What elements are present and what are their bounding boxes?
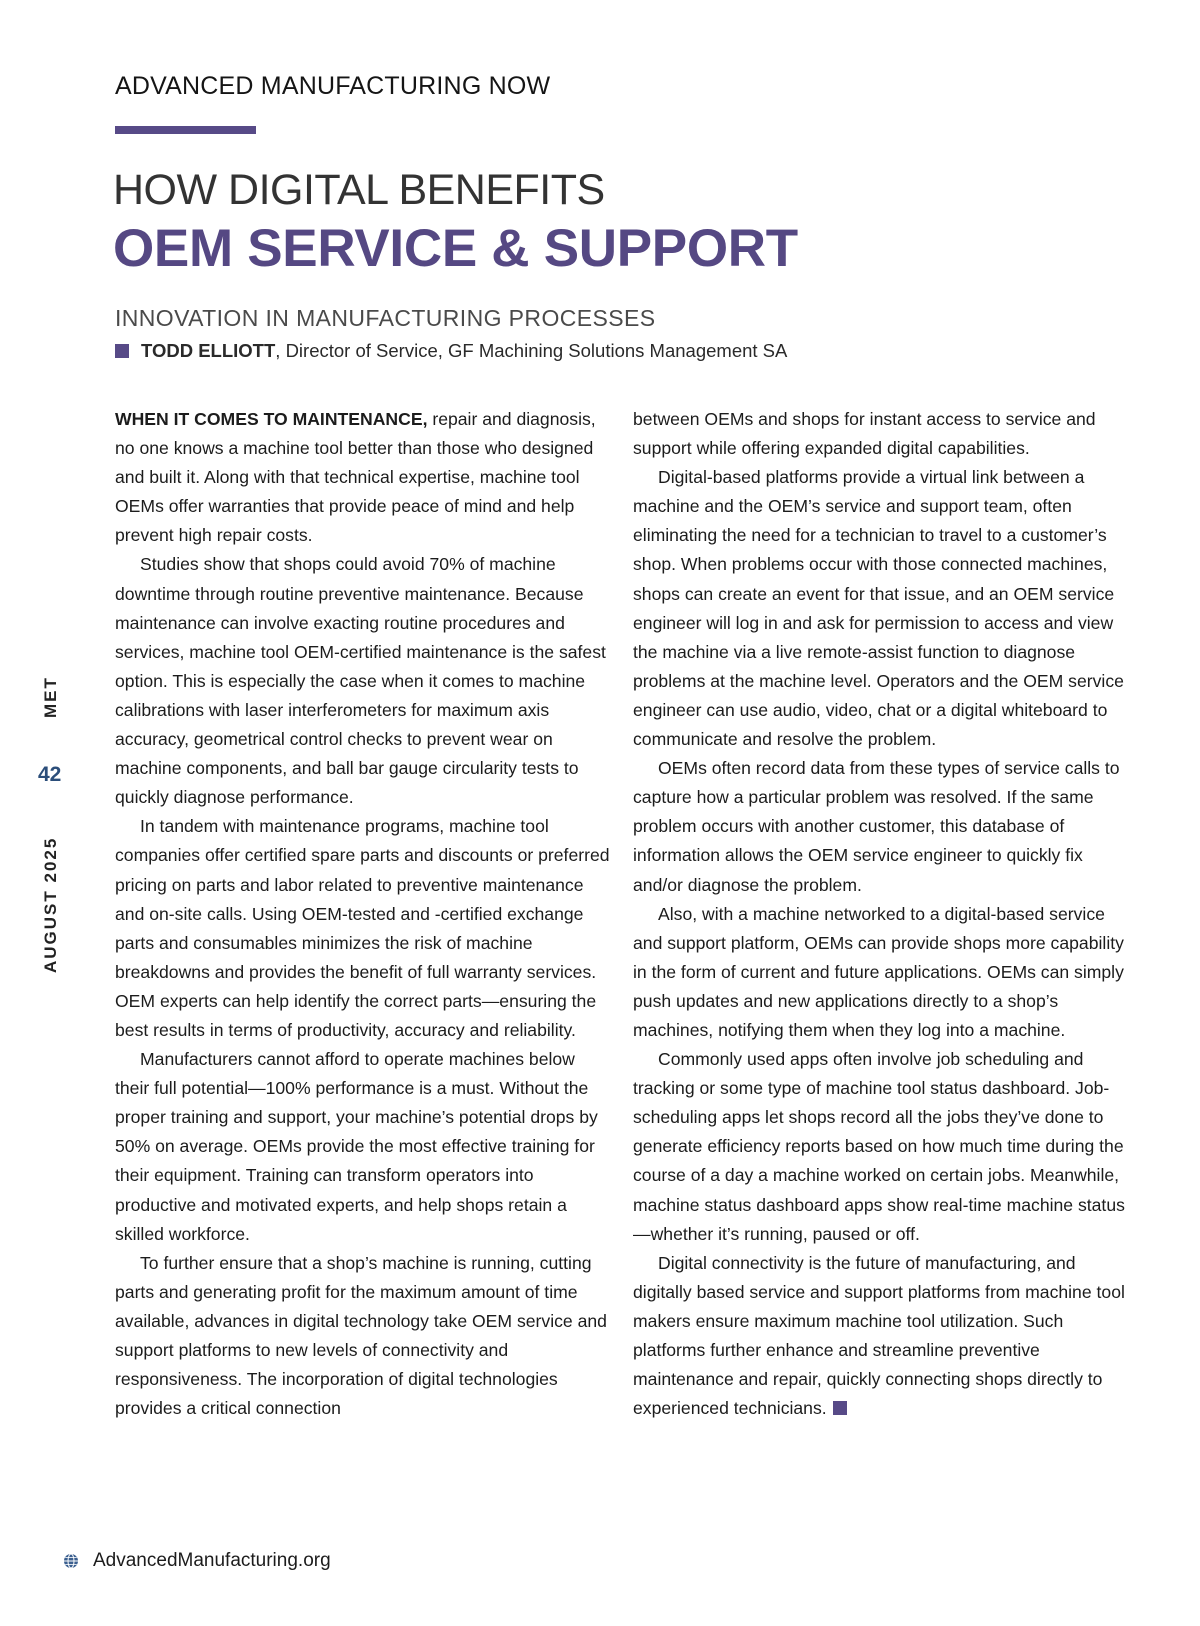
article-paragraph: To further ensure that a shop’s machine is running, cutting parts and generating profit for the maximum amount of time available, advances in digital technology take OEM service and support platforms to new levels of connectivity and responsiveness. The incorporation of digital technologies provides a critical connection bbox=[115, 1252, 607, 1419]
headline-line2: OEM SERVICE & SUPPORT bbox=[113, 219, 798, 278]
byline-role: , Director of Service, GF Machining Solutions Management SA bbox=[275, 340, 788, 361]
article-paragraph: OEMs often record data from these types of service calls to capture how a particular problem was resolved. If the same problem occurs with another customer, this database of information allows the OEM service engineer to quickly fix and/or diagnose the problem. bbox=[633, 758, 1120, 895]
subhead: INNOVATION IN MANUFACTURING PROCESSES bbox=[115, 305, 656, 331]
byline-square-icon bbox=[115, 344, 129, 358]
footer-website-link[interactable]: AdvancedManufacturing.org bbox=[93, 1550, 331, 1571]
article-paragraph bbox=[633, 1249, 1133, 1424]
section-label: ADVANCED MANUFACTURING NOW bbox=[115, 72, 551, 100]
footer bbox=[63, 1550, 331, 1572]
sidebar-magazine: MET bbox=[41, 676, 60, 718]
article-paragraph: Manufacturers cannot afford to operate machines below their full potential—100% performance is a must. Without the proper training and support, your machine’s potential drops by 50% on average. OEMs provide the most effective training for their equipment. Training can transform operators into productive and motivated experts, and help shops retain a skilled workforce. bbox=[115, 1049, 598, 1244]
closing-text: Digital connectivity is the future of manufacturing, and digitally based service and support platforms from machine tool makers ensure maximum machine tool utilization. Such platforms further enhance and streamline preventive maintenance and repair, quickly connecting shops directly to experienced technicians. bbox=[633, 1252, 1125, 1419]
article-paragraph: Also, with a machine networked to a digital-based service and support platform, OEMs can provide shops more capability in the form of current and future applications. OEMs can simply push updates and new applications directly to a shop’s machines, notifying them when they log into a machine. bbox=[633, 903, 1124, 1040]
article-column-right bbox=[633, 405, 1133, 1423]
byline-author: TODD ELLIOTT bbox=[141, 340, 276, 361]
globe-icon bbox=[63, 1553, 79, 1569]
article-paragraph: In tandem with maintenance programs, machine tool companies offer certified spare parts and discounts or preferred pricing on parts and labor related to preventive maintenance and on-site calls. Using OEM-tested and -certified exchange parts and consumables minimizes the risk of machine breakdowns and provides the benefit of full warranty services. OEM experts can help identify the correct parts—ensuring the best results in terms of productivity, accuracy and reliability. bbox=[115, 816, 610, 1040]
article-paragraph bbox=[115, 405, 610, 550]
byline bbox=[115, 340, 787, 362]
lead-text: repair and diagnosis, no one knows a machine tool better than those who designed and built it. Along with that technical expertise, machine tool OEMs offer warranties that provide peace of mind and help prevent high repair costs. bbox=[115, 409, 596, 546]
article-paragraph: Commonly used apps often involve job scheduling and tracking or some type of machine tool status dashboard. Job-scheduling apps let shops record all the jobs they’ve done to generate efficiency reports based on how much time during the course of a day a machine worked on certain jobs. Meanwhile, machine status dashboard apps show real-time machine status—whether it’s running, paused or off. bbox=[633, 1049, 1125, 1244]
sidebar-issue-date: AUGUST 2025 bbox=[41, 836, 60, 973]
sidebar-page-number: 42 bbox=[38, 763, 62, 786]
article-column-left bbox=[115, 405, 610, 1423]
lead-in: WHEN IT COMES TO MAINTENANCE, bbox=[115, 409, 428, 429]
end-mark-icon bbox=[833, 1401, 847, 1415]
article-paragraph: Digital-based platforms provide a virtual link between a machine and the OEM’s service and support team, often eliminating the need for a technician to travel to a customer’s shop. When problems occur with those connected machines, shops can create an event for that issue, and an OEM service engineer will log in and ask for permission to access and view the machine via a live remote-assist function to diagnose problems at the machine level. Operators and the OEM service engineer can use audio, video, chat or a digital whiteboard to communicate and resolve the problem. bbox=[633, 467, 1124, 750]
headline-line1: HOW DIGITAL BENEFITS bbox=[113, 166, 605, 214]
article-paragraph: between OEMs and shops for instant access to service and support while offering expanded digital capabilities. bbox=[633, 409, 1096, 459]
article-paragraph: Studies show that shops could avoid 70% of machine downtime through routine preventive maintenance. Because maintenance can involve exacting routine procedures and services, machine tool OEM-certified maintenance is the safest option. This is especially the case when it comes to machine calibrations with laser interferometers for maximum axis accuracy, geometrical control checks to prevent wear on machine components, and ball bar gauge circularity tests to quickly diagnose performance. bbox=[115, 554, 606, 808]
accent-bar bbox=[115, 126, 256, 134]
